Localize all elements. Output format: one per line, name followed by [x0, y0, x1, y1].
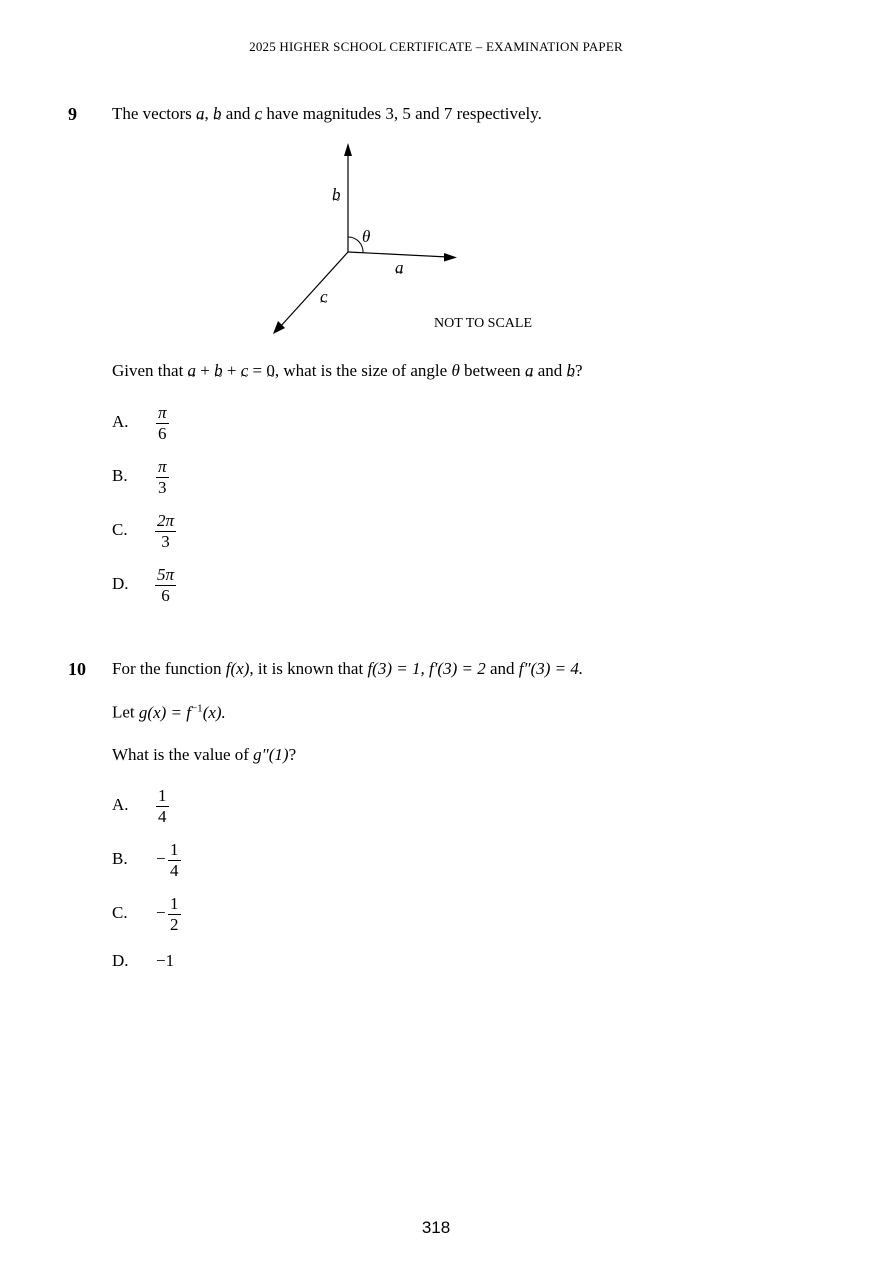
text: What is the value of	[112, 745, 249, 764]
text: ,	[204, 104, 209, 123]
label-c: c ~	[320, 287, 328, 307]
option-label: A.	[112, 412, 129, 431]
denominator: 2	[170, 914, 179, 934]
text: , it is known that	[249, 659, 364, 678]
text: Given that	[112, 361, 184, 380]
f-of-3: f(3) = 1,	[367, 659, 425, 678]
vector-c: c ~	[241, 361, 249, 381]
diagram-label-a	[395, 258, 404, 278]
denominator: 3	[161, 531, 170, 551]
vector-c: c ~	[255, 104, 263, 124]
g-double-prime-of-1: g″(1)	[253, 745, 289, 764]
equals-sign: =	[252, 361, 263, 380]
question-9-intro	[112, 104, 542, 124]
text: between	[464, 361, 521, 380]
text: ?	[574, 361, 583, 380]
option-fraction	[156, 786, 169, 826]
text: and	[225, 104, 251, 123]
vector-a: a ~	[196, 104, 205, 124]
option-fraction	[155, 565, 176, 605]
option-label: D.	[112, 574, 129, 593]
plus-sign: +	[226, 361, 237, 380]
denominator: 3	[158, 477, 167, 497]
diagram-label-theta: θ	[362, 227, 371, 246]
text: ?	[288, 745, 297, 764]
denominator: 6	[161, 585, 170, 605]
text: The vectors	[112, 104, 192, 123]
plus-sign: +	[200, 361, 210, 380]
angle-theta-arc	[348, 237, 363, 253]
text: For the function	[112, 659, 222, 678]
vector-a: a ~	[525, 361, 534, 381]
option-fraction	[156, 457, 169, 497]
numerator: 5π	[157, 565, 175, 584]
text: Let	[112, 702, 135, 722]
numerator: π	[158, 403, 167, 422]
numerator: 2π	[157, 511, 175, 530]
diagram-label-b	[332, 185, 341, 205]
question-10-number: 10	[68, 659, 86, 679]
option-label: B.	[112, 849, 128, 868]
option-fraction	[168, 840, 181, 880]
denominator: 6	[158, 423, 167, 443]
function-f: f(x)	[225, 659, 250, 678]
option-value: −1	[156, 951, 175, 970]
f-prime-of-3: f′(3) = 2	[428, 659, 486, 678]
vector-a: a ~	[188, 361, 197, 381]
numerator: 1	[170, 840, 179, 859]
option-label: D.	[112, 951, 129, 970]
text: have magnitudes 3, 5 and 7 respectively.	[266, 104, 542, 123]
g-definition	[139, 703, 226, 722]
question-10-line-1	[112, 659, 583, 679]
vector-b: b ~	[566, 361, 575, 381]
g-expr-rest: (x).	[202, 702, 226, 722]
vector-c-arrow-line	[280, 252, 348, 327]
page-number: 318	[421, 1218, 451, 1237]
question-10-line-3	[112, 745, 296, 765]
option-fraction	[156, 403, 169, 443]
g-expr: g(x) = f	[138, 702, 191, 722]
inverse-superscript: −1	[190, 702, 203, 714]
numerator: 1	[158, 786, 167, 805]
denominator: 4	[170, 860, 179, 880]
diagram-label-c	[320, 287, 328, 307]
theta: θ	[451, 361, 460, 380]
question-10-line-2	[112, 702, 226, 723]
text: and	[537, 361, 563, 380]
vector-b: b ~	[214, 361, 223, 381]
numerator: π	[158, 457, 167, 476]
minus-sign: −	[156, 903, 166, 922]
option-fraction	[155, 511, 176, 551]
option-label: C.	[112, 903, 128, 922]
zero-vector: 0 ~	[266, 361, 275, 381]
f-double-prime-of-3: f″(3) = 4.	[518, 659, 584, 678]
minus-sign: −	[156, 849, 166, 868]
question-9-number: 9	[68, 104, 77, 124]
not-to-scale-note: NOT TO SCALE	[434, 316, 533, 331]
option-label: B.	[112, 466, 128, 485]
option-fraction	[168, 894, 181, 934]
vector-diagram	[262, 138, 562, 338]
denominator: 4	[158, 806, 167, 826]
option-label: A.	[112, 795, 129, 814]
option-label: C.	[112, 520, 128, 539]
text: , what is the size of angle	[274, 361, 448, 380]
text: and	[489, 659, 515, 678]
numerator: 1	[170, 894, 179, 913]
vector-b: b ~	[213, 104, 222, 124]
vector-b-arrowhead	[344, 143, 352, 156]
page-header: 2025 HIGHER SCHOOL CERTIFICATE – EXAMINATION PAPER	[249, 39, 623, 54]
vector-a-arrowhead	[444, 253, 457, 262]
label-b: b ~	[332, 185, 341, 205]
question-9-prompt	[112, 361, 583, 381]
label-a: a ~	[395, 258, 404, 278]
